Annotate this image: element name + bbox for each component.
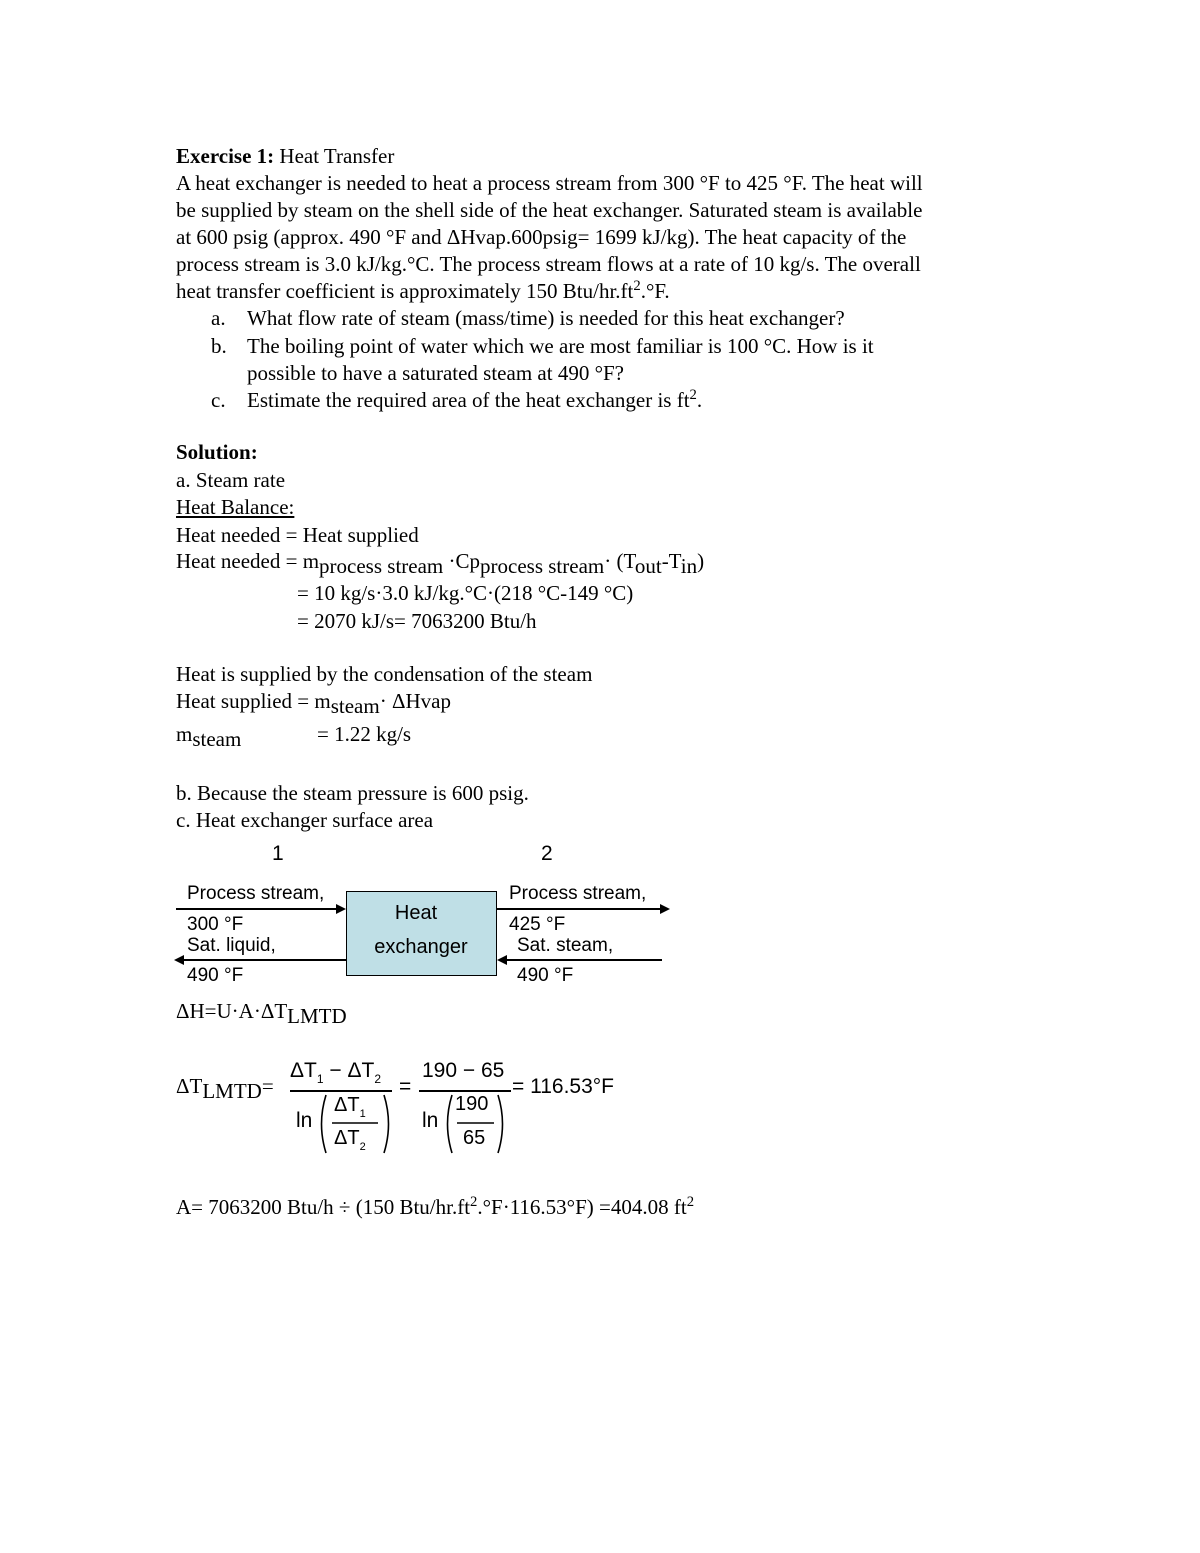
exercise-line-4: process stream is 3.0 kJ/kg.°C. The process stream flows at a rate of 10 kg/s. The overall [176, 252, 921, 276]
lmtd-equals: = [261, 1074, 274, 1098]
area-equation [176, 1193, 695, 1219]
arrowhead-liquid-out [174, 955, 184, 965]
calc-line-2: = 2070 kJ/s= 7063200 Btu/h [297, 609, 537, 633]
right-top-label: Process stream, [509, 883, 647, 904]
question-c-marker: c. [211, 388, 226, 412]
m-steam-value: = 1.22 kg/s [317, 722, 412, 746]
dh-equation [176, 999, 347, 1028]
question-a-marker: a. [211, 306, 226, 330]
area-mid: .°F·116.53°F) =404.08 ft [477, 1195, 687, 1219]
left-bottom-temp: 490 °F [187, 965, 244, 986]
lmtd-lhs [176, 1074, 274, 1103]
point-1-label: 1 [272, 842, 284, 865]
exercise-line-1: A heat exchanger is needed to heat a process stream from 300 °F to 425 °F. The heat will [176, 171, 923, 195]
fraction-2-numerator: 190 − 65 [422, 1059, 505, 1082]
hn-sub-in: in [680, 554, 698, 578]
inner-bottom-sub: 2 [359, 1141, 366, 1153]
box-label-exchanger: exchanger [374, 936, 468, 958]
right-bottom-label: Sat. steam, [517, 935, 614, 956]
question-b-text-1: The boiling point of water which we are most familiar is 100 °C. How is it [247, 334, 874, 358]
question-c-main: Estimate the required area of the heat exchanger is ft [247, 388, 690, 412]
question-b-marker: b. [211, 334, 227, 358]
condensation-text: Heat is supplied by the condensation of the steam [176, 662, 593, 686]
calc-line-1: = 10 kg/s·3.0 kJ/kg.°C·(218 °C-149 °C) [297, 581, 634, 605]
point-2-label: 2 [541, 842, 553, 865]
equals-1: = [399, 1075, 412, 1098]
hn-end: ) [697, 549, 705, 573]
exercise-title-bold: Exercise 1: [176, 144, 275, 168]
hn-pre: Heat needed = m [176, 549, 320, 573]
lmtd-delta-t: ΔT [176, 1074, 203, 1098]
right-bottom-temp: 490 °F [517, 965, 574, 986]
arrowhead-process-out [660, 904, 670, 914]
lmtd-result: = 116.53°F [512, 1075, 614, 1098]
fraction-1-numerator [290, 1059, 382, 1086]
inner-frac-bottom [334, 1127, 366, 1153]
arrowhead-steam-in [497, 955, 507, 965]
m-sub-steam: steam [192, 727, 242, 751]
arrowhead-process-in [336, 904, 346, 914]
num-minus-delta-t2: − ΔT [323, 1059, 375, 1082]
exercise-line-5-sup: 2 [633, 277, 641, 294]
left-top-temp: 300 °F [187, 914, 244, 935]
ln-2: ln [422, 1109, 439, 1132]
num-sub-1: 1 [316, 1072, 324, 1086]
hn-t: · (T [604, 549, 635, 573]
inner-2-bottom: 65 [463, 1127, 486, 1149]
question-c-end: . [696, 388, 703, 412]
exercise-line-5-text: heat transfer coefficient is approximately 150 Btu/hr.ft [176, 279, 634, 303]
question-b-text-2: possible to have a saturated steam at 490 °F? [247, 361, 624, 385]
left-top-label: Process stream, [187, 883, 325, 904]
hs-sub-steam: steam [330, 694, 380, 718]
hn-sub-out: out [634, 554, 662, 578]
inner-2-top: 190 [455, 1093, 489, 1115]
num-delta-t1: ΔT [290, 1059, 317, 1082]
heat-balance-line: Heat needed = Heat supplied [176, 523, 419, 547]
m-symbol: m [176, 722, 193, 746]
exercise-line-3: at 600 psig (approx. 490 °F and ΔHvap.600psig= 1699 kJ/kg). The heat capacity of the [176, 225, 907, 249]
c-label: c. Heat exchanger surface area [176, 808, 434, 832]
dh-sub-lmtd: LMTD [287, 1004, 347, 1028]
hn-tin: -T [661, 549, 681, 573]
exercise-title-rest: Heat Transfer [274, 144, 395, 168]
exercise-line-2: be supplied by steam on the shell side of the heat exchanger. Saturated steam is available [176, 198, 923, 222]
hn-sub-process-1: process stream [319, 554, 444, 578]
hs-pre: Heat supplied = m [176, 689, 331, 713]
inner-frac-top [334, 1094, 366, 1120]
solution-a-label: a. Steam rate [176, 468, 286, 492]
inner-bottom-delta-t: ΔT [334, 1127, 360, 1149]
left-bottom-label: Sat. liquid, [187, 935, 276, 956]
hn-cp: ·Cp [443, 549, 481, 573]
exercise-line-5-end: .°F. [640, 279, 670, 303]
dh-pre: ΔH=U·A·ΔT [176, 999, 288, 1023]
area-sup-1: 2 [470, 1193, 478, 1210]
area-sup-2: 2 [686, 1193, 695, 1210]
hn-sub-process-2: process stream [480, 554, 605, 578]
lmtd-sub: LMTD [202, 1079, 262, 1103]
inner-top-delta-t: ΔT [334, 1094, 360, 1116]
inner-top-sub: 1 [359, 1108, 366, 1120]
hs-post: · ΔHvap [379, 689, 451, 713]
area-pre: A= 7063200 Btu/h ÷ (150 Btu/hr.ft [176, 1195, 471, 1219]
ln-1: ln [296, 1109, 313, 1132]
num-sub-2: 2 [374, 1072, 382, 1086]
b-answer: b. Because the steam pressure is 600 psig. [176, 781, 529, 805]
heat-balance-heading: Heat Balance: [176, 495, 295, 519]
question-a-text: What flow rate of steam (mass/time) is needed for this heat exchanger? [247, 306, 845, 330]
right-top-temp: 425 °F [509, 914, 566, 935]
box-label-heat: Heat [394, 902, 438, 924]
question-c-sup: 2 [689, 386, 697, 403]
solution-heading-text: Solution: [176, 440, 258, 464]
